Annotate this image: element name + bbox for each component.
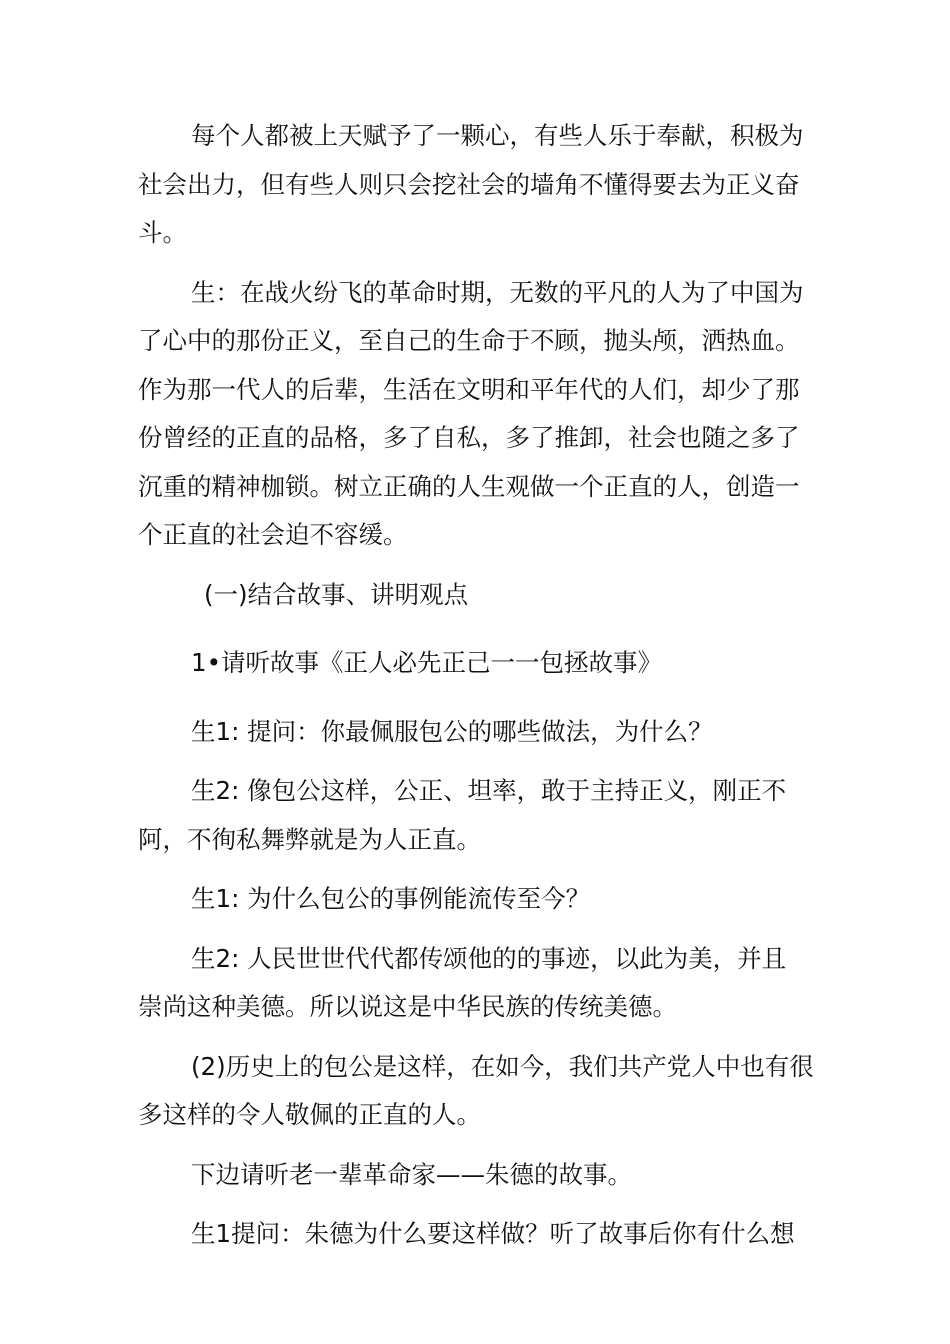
dialogue-line: (2)历史上的包公是这样，在如今，我们共产党人中也有很: [191, 1051, 814, 1081]
dialogue-line: 阿，不徇私舞弊就是为人正直。: [138, 824, 481, 854]
document-body: [138, 112, 822, 1259]
paragraph-line: 斗。: [138, 218, 187, 247]
paragraph-student: [138, 269, 822, 560]
dialogue-line: 生2: 像包公这样，公正、坦率，敢于主持正义，刚正不: [191, 776, 787, 805]
dialogue-line: 多这样的令人敬佩的正直的人。: [138, 1100, 481, 1129]
dialogue-item: [138, 1210, 822, 1259]
dialogue-line: 下边请听老一辈革命家——朱德的故事。: [191, 1159, 632, 1189]
dialogue-item: [138, 935, 822, 1032]
story-title: 1•请听故事《正人必先正己一一包拯故事》: [191, 648, 663, 677]
dialogue-item: [138, 1043, 822, 1140]
paragraph-line: 生：在战火纷飞的革命时期，无数的平凡的人为了中国为: [191, 277, 804, 307]
dialogue-item: [138, 1151, 822, 1200]
dialogue-item: [138, 708, 822, 757]
dialogue-item: [138, 767, 822, 864]
section-heading: (一)结合故事、讲明观点: [204, 579, 469, 609]
paragraph-line: 作为那一代人的后辈，生活在文明和平年代的人们，却少了那: [138, 374, 800, 404]
dialogue-line: 生1提问：朱德为什么要这样做？听了故事后你有什么想: [191, 1219, 795, 1248]
dialogue-line: 生1: 提问：你最佩服包公的哪些做法，为什么？: [191, 716, 713, 746]
paragraph-line: 沉重的精神枷锁。树立正确的人生观做一个正直的人，创造一: [138, 471, 800, 501]
paragraph-line: 每个人都被上天赋予了一颗心，有些人乐于奉献，积极为: [191, 121, 804, 150]
paragraph-line: 社会出力，但有些人则只会挖社会的墙角不懂得要去为正义奋: [138, 169, 800, 199]
paragraph-line: 份曾经的正直的品格，多了自私，多了推卸，社会也随之多了: [138, 423, 800, 452]
paragraph-line: 了心中的那份正义，至自己的生命于不顾，抛头颅，洒热血。: [138, 326, 800, 355]
dialogue-line: 生2: 人民世世代代都传颂他的的事迹，以此为美，并且: [191, 943, 787, 973]
paragraph-line: 个正直的社会迫不容缓。: [138, 520, 408, 549]
dialogue-line: 生1: 为什么包公的事例能流传至今？: [191, 884, 591, 913]
dialogue-line: 崇尚这种美德。所以说这是中华民族的传统美德。: [138, 992, 677, 1021]
paragraph-intro: [138, 112, 822, 258]
dialogue-item: [138, 875, 822, 924]
